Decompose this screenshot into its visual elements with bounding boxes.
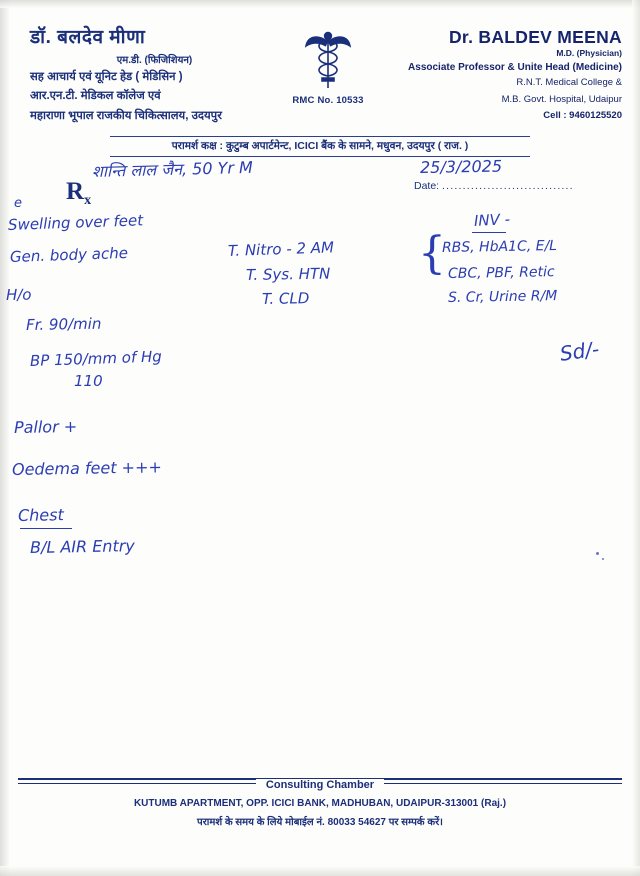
handwritten-bullet-1: e bbox=[14, 196, 22, 211]
doctor-role-english: Associate Professor & Unite Head (Medicine) bbox=[408, 62, 622, 74]
doctor-affiliation-line2: M.B. Govt. Hospital, Udaipur bbox=[501, 94, 622, 106]
date-field bbox=[414, 180, 574, 192]
handwritten-investigations-heading: INV - bbox=[473, 210, 511, 230]
handwritten-vital-pulse: Fr. 90/min bbox=[25, 314, 102, 334]
scan-speck-2 bbox=[602, 558, 604, 560]
doctor-college-hindi-line1: आर.एन.टी. मेडिकल कॉलेज एवं bbox=[30, 90, 161, 103]
handwritten-middle-note-1: T. Nitro - 2 AM bbox=[227, 238, 335, 260]
doctor-cell-number: Cell : 9460125520 bbox=[543, 110, 622, 121]
doctor-degree-english: M.D. (Physician) bbox=[556, 48, 622, 59]
scan-speck-1 bbox=[596, 552, 599, 555]
letterhead-footer bbox=[18, 778, 622, 828]
scan-edge-bottom bbox=[0, 866, 640, 876]
doctor-details-hindi bbox=[30, 28, 245, 124]
footer-mobile-line: परामर्श के समय के लिये मोबाईल नं. 80033 54627 पर सम्पर्क करें। bbox=[197, 817, 443, 828]
handwritten-middle-note-2: T. Sys. HTN bbox=[245, 264, 331, 284]
rx-subscript: x bbox=[84, 193, 92, 208]
doctor-details-english bbox=[372, 28, 622, 121]
doctor-role-hindi: सह आचार्य एवं यूनिट हेड ( मेडिसिन ) bbox=[30, 70, 183, 83]
handwritten-chest-underline bbox=[20, 528, 72, 529]
logo-block bbox=[273, 30, 383, 106]
handwritten-brace: { bbox=[418, 228, 446, 279]
handwritten-inv-underline bbox=[472, 232, 506, 233]
consulting-address-bar: परामर्श कक्ष : कुटुम्ब अपार्टमेन्ट, ICICI बैंक के सामने, मधुवन, उदयपुर ( राज. ) bbox=[110, 136, 530, 157]
letterhead-header bbox=[18, 28, 622, 128]
handwritten-complaint-1: Swelling over feet bbox=[7, 211, 144, 234]
handwritten-finding-air-entry: B/L AIR Entry bbox=[29, 536, 135, 557]
handwritten-vital-bp: BP 150/mm of Hg bbox=[29, 347, 163, 370]
rmc-number: RMC No. 10533 bbox=[292, 95, 364, 106]
doctor-name-hindi: डॉ. बलदेव मीणा bbox=[30, 27, 146, 48]
scan-edge-left bbox=[0, 0, 10, 876]
handwritten-finding-chest: Chest bbox=[17, 505, 64, 525]
doctor-college-hindi-line2: महाराणा भूपाल राजकीय चिकित्सालय, उदयपुर bbox=[30, 109, 222, 122]
handwritten-investigation-1: RBS, HbA1C, E/L bbox=[441, 237, 558, 256]
rx-symbol bbox=[66, 178, 91, 209]
footer-address: KUTUMB APARTMENT, OPP. ICICI BANK, MADHUBAN, UDAIPUR-313001 (Raj.) bbox=[133, 798, 507, 809]
handwritten-finding-oedema: Oedema feet +++ bbox=[11, 457, 162, 479]
handwritten-complaint-2: Gen. body ache bbox=[9, 243, 129, 266]
date-dots: ................................ bbox=[442, 180, 574, 192]
handwritten-finding-pallor: Pallor + bbox=[13, 416, 78, 437]
date-label: Date: bbox=[414, 180, 440, 192]
handwritten-complaint-3: H/o bbox=[5, 285, 32, 304]
handwritten-investigation-3: S. Cr, Urine R/M bbox=[447, 288, 558, 306]
scan-edge-right bbox=[632, 0, 640, 876]
rx-letter: R bbox=[66, 178, 85, 205]
handwritten-investigation-2: CBC, PBF, Retic bbox=[447, 264, 555, 282]
handwritten-signature: Sd/- bbox=[558, 336, 601, 366]
consulting-chamber-label: Consulting Chamber bbox=[256, 779, 384, 791]
doctor-name-english: Dr. BALDEV MEENA bbox=[448, 27, 622, 47]
caduceus-icon bbox=[302, 30, 354, 92]
handwritten-vital-bp-diastolic: 110 bbox=[74, 372, 103, 390]
doctor-degree-hindi: एम.डी. (फिजिशियन) bbox=[116, 54, 193, 66]
scan-edge-top bbox=[0, 0, 640, 8]
handwritten-middle-note-3: T. CLD bbox=[261, 289, 310, 308]
doctor-affiliation-line1: R.N.T. Medical College & bbox=[516, 77, 622, 89]
handwritten-date: 25/3/2025 bbox=[419, 156, 503, 177]
footer-chamber-wrap bbox=[18, 775, 622, 793]
handwritten-patient-line: शान्ति लाल जैन, 50 Yr M bbox=[91, 157, 254, 181]
